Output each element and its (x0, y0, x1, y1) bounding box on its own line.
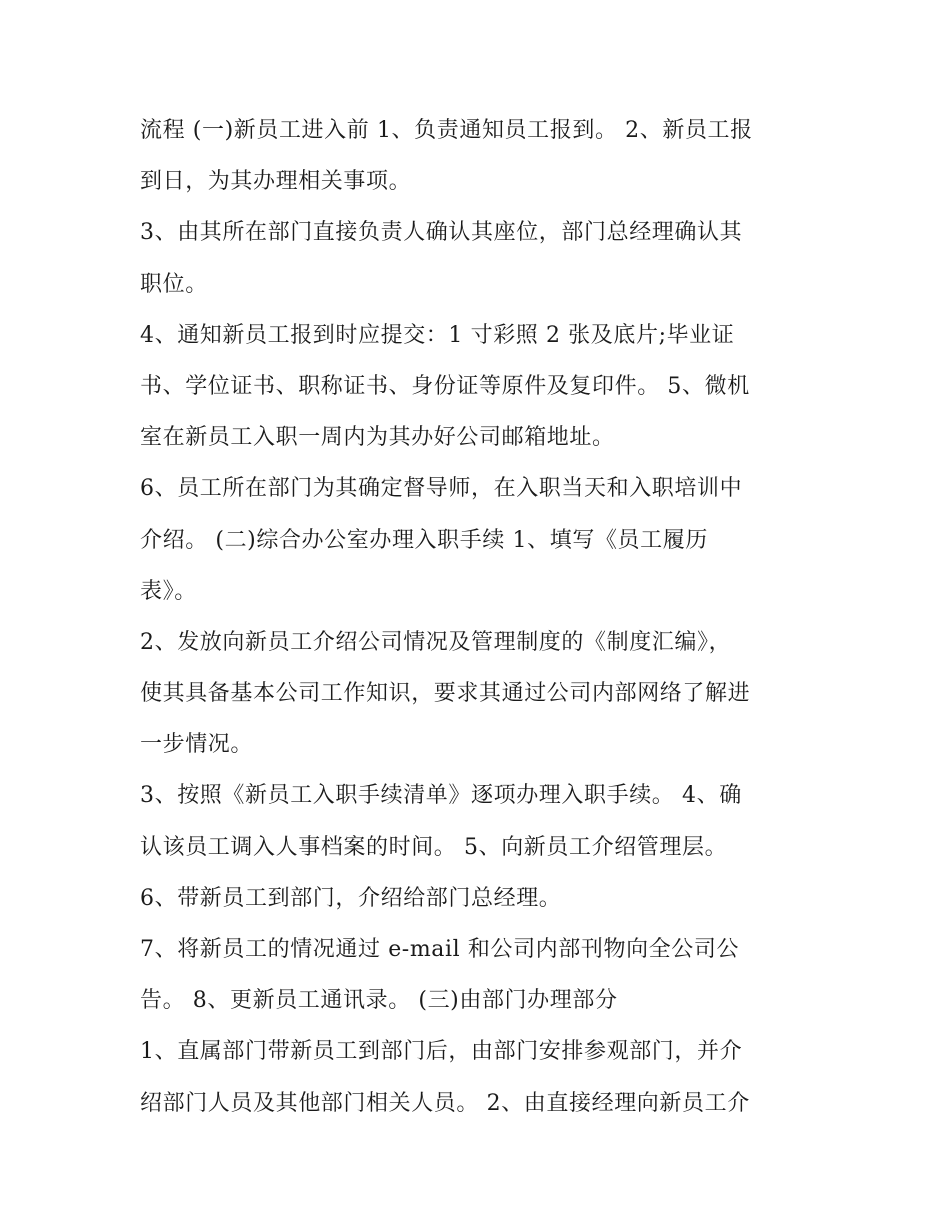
text-line: 使其具备基本公司工作知识，要求其通过公司内部网络了解进 (140, 681, 751, 707)
text-line: 4、通知新员工报到时应提交：1 寸彩照 2 张及底片;毕业证 (140, 322, 735, 348)
text-line: 3、按照《新员工入职手续清单》逐项办理入职手续。 4、确 (140, 783, 742, 809)
text-line: 室在新员工入职一周内为其办好公司邮箱地址。 (140, 425, 615, 451)
text-line: 6、员工所在部门为其确定督导师，在入职当天和入职培训中 (140, 476, 743, 502)
text-line: 绍部门人员及其他部门相关人员。 2、由直接经理向新员工介 (140, 1090, 750, 1116)
text-line: 一步情况。 (140, 732, 254, 758)
text-line: 6、带新员工到部门，介绍给部门总经理。 (140, 885, 562, 911)
text-line: 1、直属部门带新员工到部门后，由部门安排参观部门，并介 (140, 1039, 743, 1065)
text-line: 表》。 (140, 578, 197, 604)
document-body (140, 105, 820, 1129)
text-line: 2、发放向新员工介绍公司情况及管理制度的《制度汇编》， (140, 629, 732, 655)
text-line: 告。 8、更新员工通讯录。 (三)由部门办理部分 (140, 988, 618, 1014)
text-line: 书、学位证书、职称证书、身份证等原件及复印件。 5、微机 (140, 373, 750, 399)
text-line: 7、将新员工的情况通过 e-mail 和公司内部刊物向全公司公 (140, 937, 740, 962)
text-line: 职位。 (140, 271, 208, 297)
text-line: 流程 (一)新员工进入前 1、负责通知员工报到。 2、新员工报 (140, 118, 753, 143)
text-line: 介绍。 (二)综合办公室办理入职手续 1、填写《员工履历 (140, 527, 708, 553)
text-line: 到日，为其办理相关事项。 (140, 169, 412, 195)
text-line: 认该员工调入人事档案的时间。 5、向新员工介绍管理层。 (140, 834, 728, 860)
text-line: 3、由其所在部门直接负责人确认其座位，部门总经理确认其 (140, 220, 743, 246)
